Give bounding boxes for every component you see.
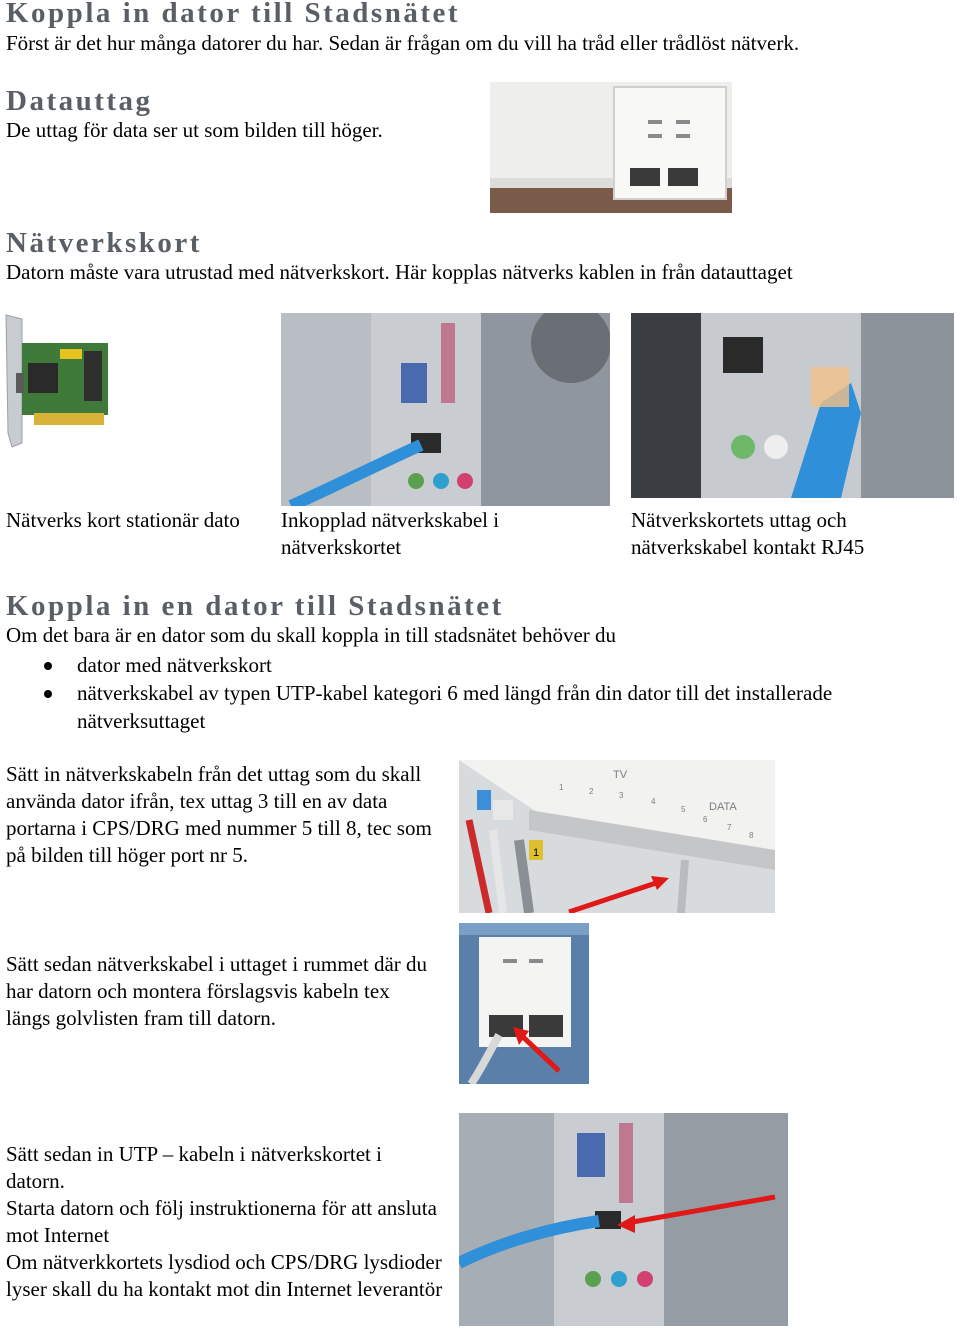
router-port-label: 3	[619, 791, 624, 800]
router-port-label: 4	[651, 797, 656, 806]
requirements-list	[6, 651, 941, 735]
datauttag-heading: Datauttag	[6, 85, 153, 117]
step3-line: Om nätverkkortets lysdiod och CPS/DRG lysdioder lyser skall du ha kontakt mot din Internet leverantör	[6, 1250, 443, 1301]
datauttag-text: De uttag för data ser ut som bilden till höger.	[6, 118, 383, 142]
list-item: nätverkskabel av typen UTP-kabel kategori 6 med längd från din dator till det installerade nätverksuttaget	[6, 679, 941, 735]
router-port-label: 2	[589, 787, 594, 796]
router-port-label: 8	[749, 831, 754, 840]
router-photo	[459, 760, 775, 913]
router-port-label: 7	[727, 823, 732, 832]
wall-outlet-photo	[490, 82, 732, 213]
rj45-photo	[631, 313, 954, 498]
step2-text: Sätt sedan nätverkskabel i uttaget i rummet där du har datorn och montera förslagsvis kabeln tex längs golvlisten fram till datorn.	[6, 952, 428, 1030]
router-port-label: 5	[681, 805, 686, 814]
list-item: dator med nätverkskort	[6, 651, 941, 679]
step1-text: Sätt in nätverkskabeln från det uttag som du skall använda dator ifrån, tex uttag 3 till en av data portarna i CPS/DRG med nummer 5 till 8, tec som på bilden till höger port nr 5.	[6, 762, 432, 867]
caption-rj45: Nätverkskortets uttag och nätverkskabel kontakt RJ45	[631, 508, 865, 559]
bullet-icon	[44, 662, 52, 670]
koppla-intro: Om det bara är en dator som du skall koppla in till stadsnätet behöver du	[6, 623, 617, 647]
router-port-label: 6	[703, 815, 708, 824]
router-data-label: DATA	[709, 801, 737, 813]
network-card-photo	[4, 313, 110, 450]
cable-tag-label: 1	[533, 847, 540, 859]
bullet-icon	[44, 690, 52, 698]
backpanel-cable-photo	[281, 313, 610, 506]
natverkskort-heading: Nätverkskort	[6, 227, 202, 259]
step3-line: Sätt sedan in UTP – kabeln i nätverkskortet i datorn.	[6, 1142, 382, 1193]
caption-network-card: Nätverks kort stationär dato	[6, 508, 240, 532]
room-outlet-photo	[459, 923, 589, 1084]
koppla-en-dator-heading: Koppla in en dator till Stadsnätet	[6, 590, 504, 622]
caption-backpanel-cable: Inkopplad nätverkskabel i nätverkskortet	[281, 508, 500, 559]
step3-block	[6, 1141, 446, 1303]
router-tv-label: TV	[613, 769, 628, 781]
step3-line: Starta datorn och följ instruktionerna för att ansluta mot Internet	[6, 1196, 437, 1247]
intro-text: Först är det hur många datorer du har. Sedan är frågan om du vill ha tråd eller trådlöst nätverk.	[6, 31, 800, 55]
computer-backpanel-photo	[459, 1113, 788, 1326]
router-port-label: 1	[559, 783, 564, 792]
natverkskort-text: Datorn måste vara utrustad med nätverkskort. Här kopplas nätverks kablen in från datauttaget	[6, 260, 793, 284]
page-title: Koppla in dator till Stadsnätet	[6, 0, 461, 29]
